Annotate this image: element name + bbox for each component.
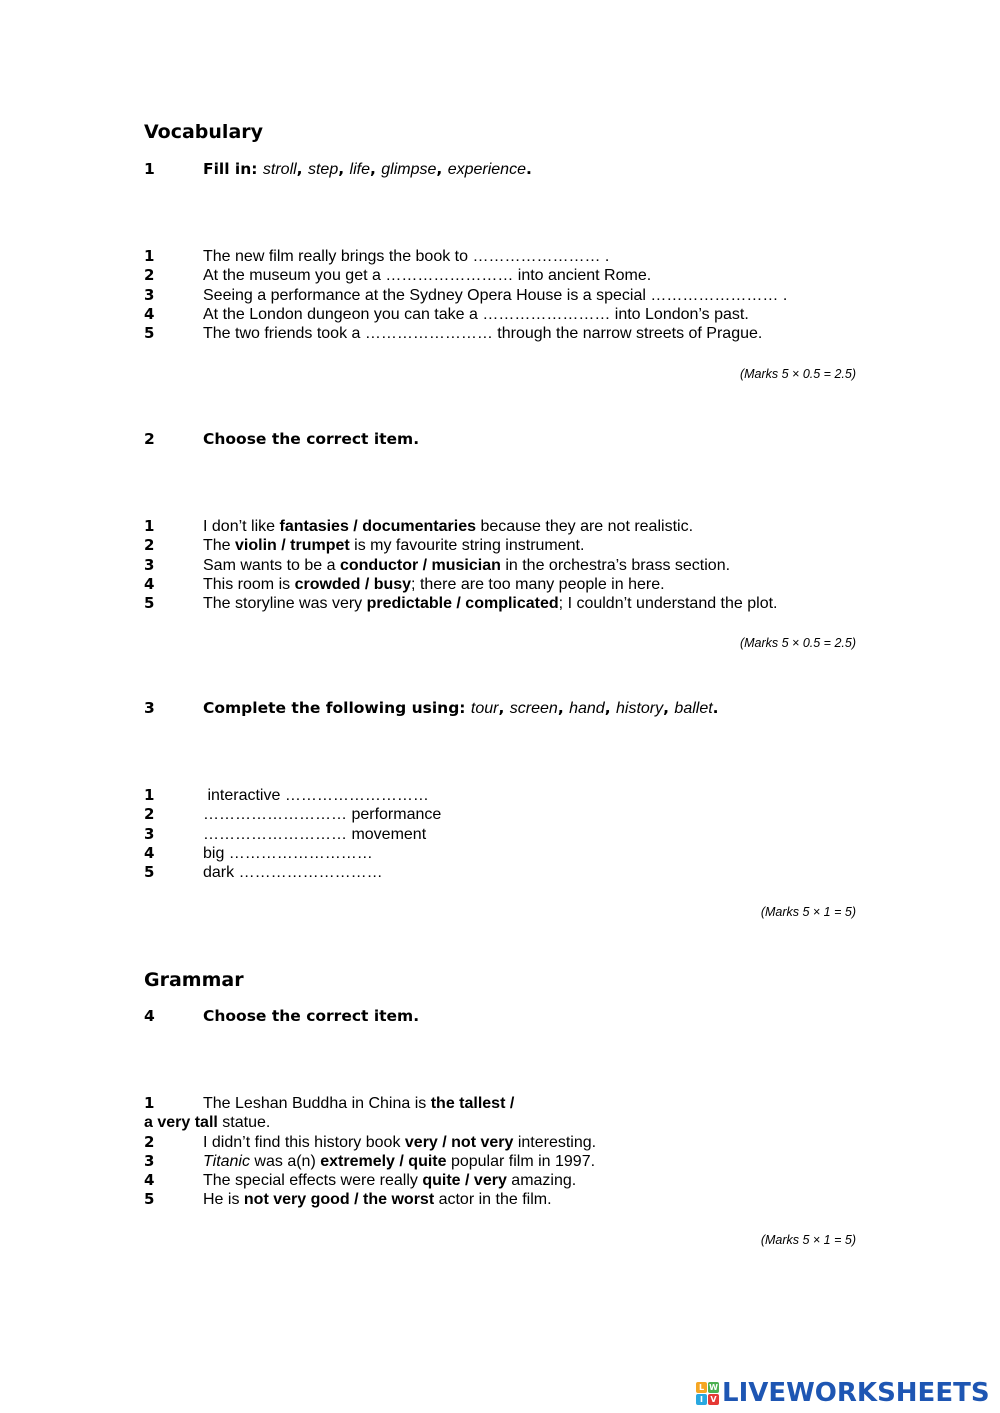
list-item: 1 interactive ………………………	[144, 786, 429, 804]
list-item: 5 dark ………………………	[144, 863, 383, 882]
marks-note: (Marks 5 × 0.5 = 2.5)	[739, 367, 856, 381]
exercise-instruction: Complete the following using: tour, screen, hand, history, ballet.	[203, 699, 719, 717]
list-item: 5 The two friends took a …………………… through the narrow streets of Prague.	[144, 324, 763, 343]
exercise-4-title	[144, 1007, 864, 1027]
liveworksheets-logo-icon: L W I V	[696, 1382, 719, 1405]
choice-option[interactable]: the tallest /	[430, 1095, 515, 1112]
choice-option[interactable]: predictable / complicated	[366, 595, 559, 613]
list-item: 4 The special effects were really quite / very amazing.	[144, 1171, 577, 1190]
exercise-instruction: Choose the correct item.	[203, 1007, 420, 1025]
list-item: 1 I don’t like fantasies / documentaries because they are not realistic.	[144, 517, 694, 535]
section-heading-grammar: Grammar	[144, 969, 244, 991]
logo-text: LIVEWORKSHEETS	[722, 1378, 990, 1408]
choice-option[interactable]: not very good / the worst	[243, 1191, 435, 1209]
list-item: 4 At the London dungeon you can take a …………………… into London’s past.	[144, 304, 749, 323]
marks-note: (Marks 5 × 0.5 = 2.5)	[739, 636, 856, 650]
choice-option[interactable]: a very tall	[144, 1114, 218, 1132]
exercise-1-items	[144, 247, 864, 343]
list-item: 2 The violin / trumpet is my favourite string instrument.	[144, 536, 585, 555]
choice-option[interactable]: quite / very	[422, 1172, 507, 1190]
choice-option[interactable]: crowded / busy	[294, 575, 412, 593]
list-item: 3 Sam wants to be a conductor / musician in the orchestra’s brass section.	[144, 555, 731, 574]
list-item: 2 At the museum you get a …………………… into ancient Rome.	[144, 266, 652, 285]
choice-option[interactable]: fantasies / documentaries	[279, 518, 476, 535]
list-item: 2 I didn’t find this history book very / not very interesting.	[144, 1132, 597, 1151]
list-item: 2 ……………………… performance	[144, 805, 442, 824]
exercise-2-items	[144, 517, 864, 613]
choice-option[interactable]: very / not very	[404, 1133, 514, 1151]
list-item: 5 The storyline was very predictable / complicated; I couldn’t understand the plot.	[144, 594, 778, 613]
exercise-2-title	[144, 430, 864, 450]
marks-note: (Marks 5 × 1 = 5)	[760, 1233, 856, 1247]
list-item: 4 big ………………………	[144, 843, 373, 862]
list-item-continuation: a very tall statue.	[144, 1114, 271, 1132]
section-heading-vocabulary: Vocabulary	[144, 121, 264, 143]
list-item: 3 ……………………… movement	[144, 824, 427, 843]
exercise-number: 4	[144, 1007, 155, 1025]
list-item: 4 This room is crowded / busy; there are too many people in here.	[144, 574, 665, 593]
exercise-instruction: Fill in: stroll, step, life, glimpse, experience.	[203, 160, 532, 178]
exercise-number: 3	[144, 699, 155, 717]
exercise-1-title	[144, 160, 864, 180]
choice-option[interactable]: violin / trumpet	[235, 537, 350, 555]
exercise-3-title	[144, 699, 864, 719]
list-item: 1 The new film really brings the book to …………………… .	[144, 247, 610, 265]
marks-note: (Marks 5 × 1 = 5)	[760, 905, 856, 919]
list-item: 1 The Leshan Buddha in China is the tallest /	[144, 1094, 515, 1112]
liveworksheets-logo	[696, 1378, 994, 1408]
list-item: 5 He is not very good / the worst actor in the film.	[144, 1190, 552, 1209]
exercise-4-items	[144, 1094, 864, 1210]
exercise-number: 2	[144, 430, 155, 448]
list-item: 3 Titanic was a(n) extremely / quite popular film in 1997.	[144, 1151, 596, 1170]
exercise-number: 1	[144, 160, 155, 178]
list-item: 3 Seeing a performance at the Sydney Opera House is a special …………………… .	[144, 285, 788, 304]
choice-option[interactable]: conductor / musician	[339, 556, 501, 574]
exercise-instruction: Choose the correct item.	[203, 430, 420, 448]
choice-option[interactable]: extremely / quite	[320, 1152, 447, 1170]
exercise-3-items	[144, 786, 864, 882]
